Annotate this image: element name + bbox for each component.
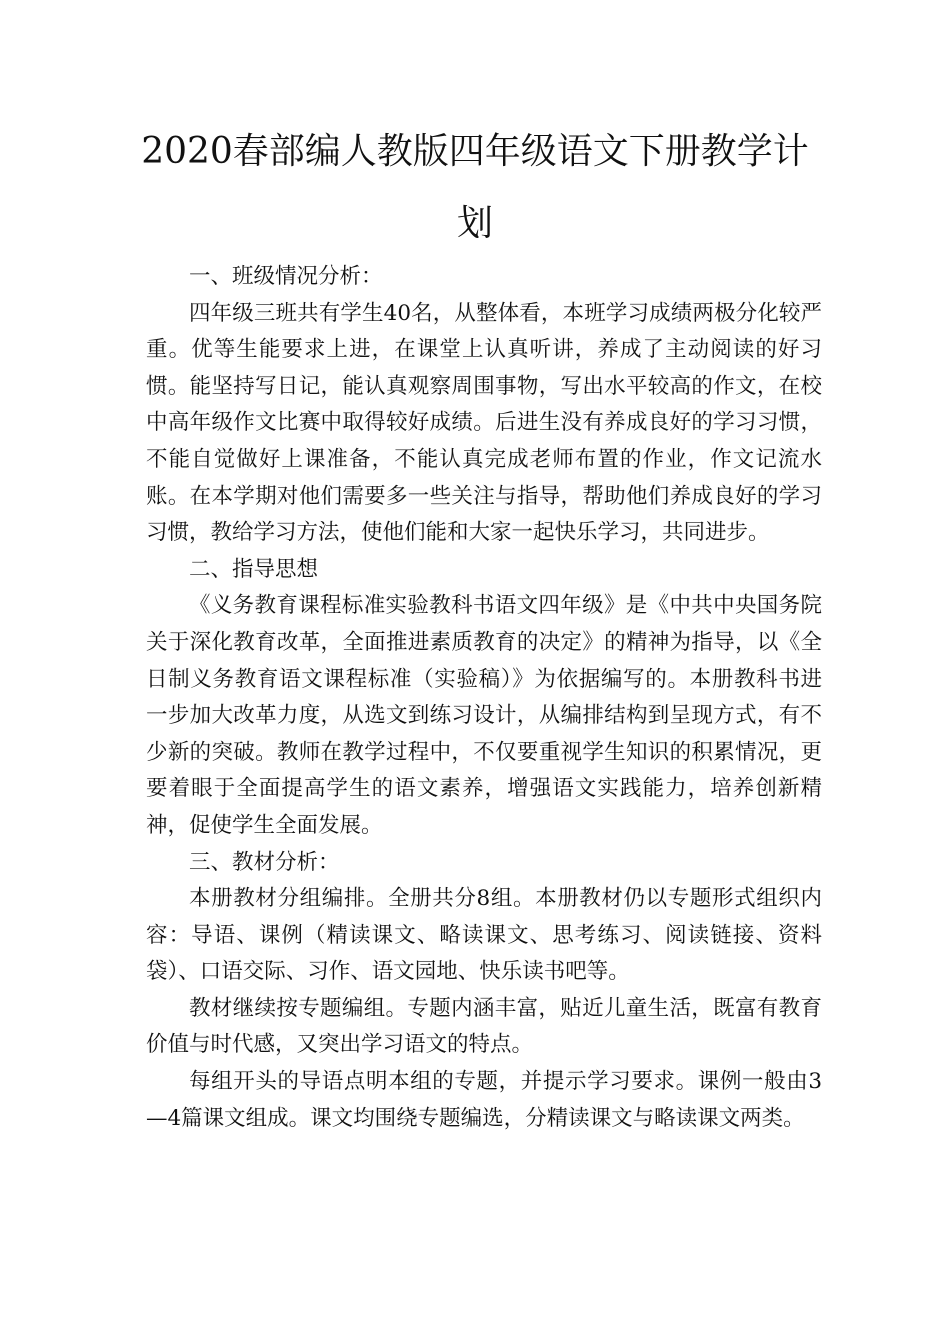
paragraph-guiding-thought: 《义务教育课程标准实验教科书语文四年级》是《中共中央国务院关于深化教育改革，全面推进素质教育的决定》的精神为指导，以《全日制义务教育语文课程标准（实验稿）》为依据编写的。本册教科书进一步加大改革力度，从选文到练习设计，从编排结构到呈现方式，有不少新的突破。教师在教学过程中，不仅要重视学生知识的积累情况，更要着眼于全面提高学生的语文素养，增强语文实践能力，培养创新精神，促使学生全面发展。 bbox=[146, 593, 822, 838]
paragraph-textbook-units: 每组开头的导语点明本组的专题，并提示学习要求。课例一般由3—4篇课文组成。课文均围绕专题编选，分精读课文与略读课文两类。 bbox=[146, 1069, 822, 1131]
section-heading-class-analysis: 一、班级情况分析： bbox=[189, 264, 383, 289]
paragraph-textbook-topics: 教材继续按专题编组。专题内涵丰富，贴近儿童生活，既富有教育价值与时代感，又突出学习语文的特点。 bbox=[146, 995, 822, 1058]
document-title-line-2: 划 bbox=[456, 203, 493, 244]
paragraph-textbook-structure: 本册教材分组编排。全册共分8组。本册教材仍以专题形式组织内容：导语、课例（精读课文、略读课文、思考练习、阅读链接、资料袋）、口语交际、习作、语文园地、快乐读书吧等。 bbox=[146, 886, 822, 985]
document-title-line-1: 2020春部编人教版四年级语文下册教学计 bbox=[141, 131, 809, 172]
paragraph-class-analysis: 四年级三班共有学生40名，从整体看，本班学习成绩两极分化较严重。优等生能要求上进，在课堂上认真听讲，养成了主动阅读的好习惯。能坚持写日记，能认真观察周围事物，写出水平较高的作文，在校中高年级作文比赛中取得较好成绩。后进生没有养成良好的学习习惯，不能自觉做好上课准备，不能认真完成老师布置的作业，作文记流水账。在本学期对他们需要多一些关注与指导，帮助他们养成良好的学习习惯，教给学习方法，使他们能和大家一起快乐学习，共同进步。 bbox=[146, 300, 822, 546]
section-heading-guiding-thought: 二、指导思想 bbox=[189, 556, 319, 582]
section-heading-textbook-analysis: 三、教材分析： bbox=[189, 849, 340, 875]
document-body bbox=[146, 259, 822, 1137]
